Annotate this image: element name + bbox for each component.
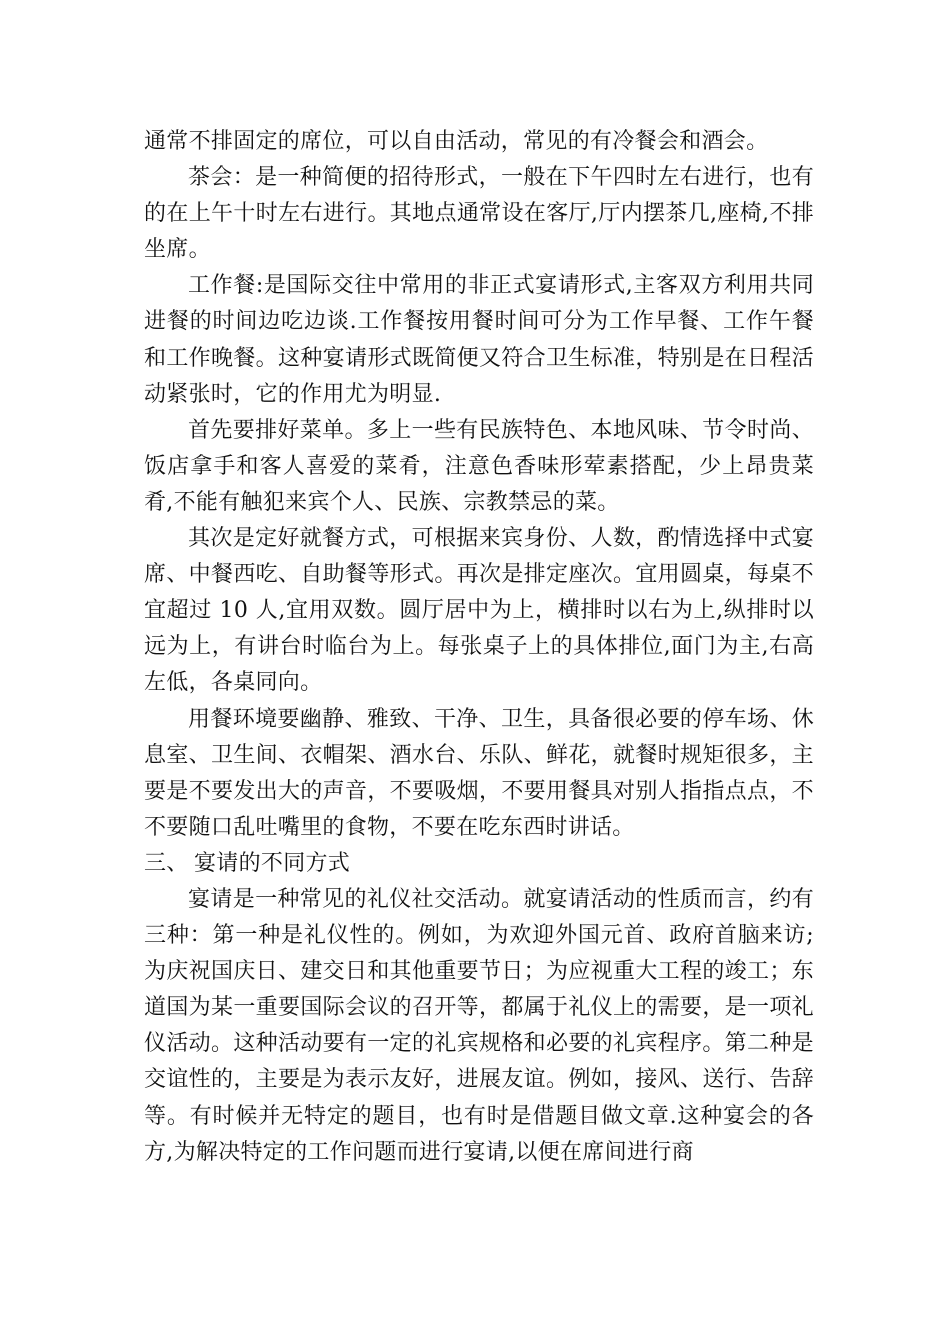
section-heading	[144, 846, 814, 882]
paragraph-menu: 首先要排好菜单。多上一些有民族特色、本地风味、节令时尚、饭店拿手和客人喜爱的菜肴，注意色香味形荤素搭配，少上昂贵菜肴,不能有触犯来宾个人、民族、宗教禁忌的菜。	[144, 417, 814, 515]
paragraph-working-meal: 工作餐:是国际交往中常用的非正式宴请形式,主客双方利用共同进餐的时间边吃边谈.工作餐按用餐时间可分为工作早餐、工作午餐和工作晚餐。这种宴请形式既简便又符合卫生标准，特别是在日程活动紧张时，它的作用尤为明显.	[144, 273, 814, 407]
section-number: 三、	[144, 850, 189, 876]
paragraph-continuation: 通常不排固定的席位，可以自由活动，常见的有冷餐会和酒会。	[144, 129, 769, 154]
paragraph-dining-method: 其次是定好就餐方式，可根据来宾身份、人数，酌情选择中式宴席、中餐西吃、自助餐等形式。再次是排定座次。宜用圆桌，每桌不宜超过 10 人,宜用双数。圆厅居中为上，横排时以右为上,纵排时以远为上，有讲台时临台为上。每张桌子上的具体排位,面门为主,右高左低，各桌同向。	[144, 526, 814, 696]
section-title: 宴请的不同方式	[194, 850, 351, 876]
paragraph-dining-environment: 用餐环境要幽静、雅致、干净、卫生，具备很必要的停车场、休息室、卫生间、衣帽架、酒水台、乐队、鲜花，就餐时规矩很多，主要是不要发出大的声音，不要吸烟，不要用餐具对别人指指点点，不不要随口乱吐嘴里的食物，不要在吃东西时讲话。	[144, 706, 814, 840]
document-body	[144, 124, 814, 1171]
paragraph-banquet-types: 宴请是一种常见的礼仪社交活动。就宴请活动的性质而言，约有三种：第一种是礼仪性的。例如，为欢迎外国元首、政府首脑来访;为庆祝国庆日、建交日和其他重要节日；为应视重大工程的竣工；东道国为某一重要国际会议的召开等，都属于礼仪上的需要，是一项礼仪活动。这种活动要有一定的礼宾规格和必要的礼宾程序。第二种是交谊性的，主要是为表示友好，进展友谊。例如，接风、送行、告辞等。有时候并无特定的题目，也有时是借题目做文章.这种宴会的各方,为解决特定的工作问题而进行宴请,以便在席间进行商	[144, 886, 814, 1165]
paragraph-tea-party: 茶会：是一种简便的招待形式，一般在下午四时左右进行，也有的在上午十时左右进行。其地点通常设在客厅,厅内摆茶几,座椅,不排坐席。	[144, 165, 814, 263]
